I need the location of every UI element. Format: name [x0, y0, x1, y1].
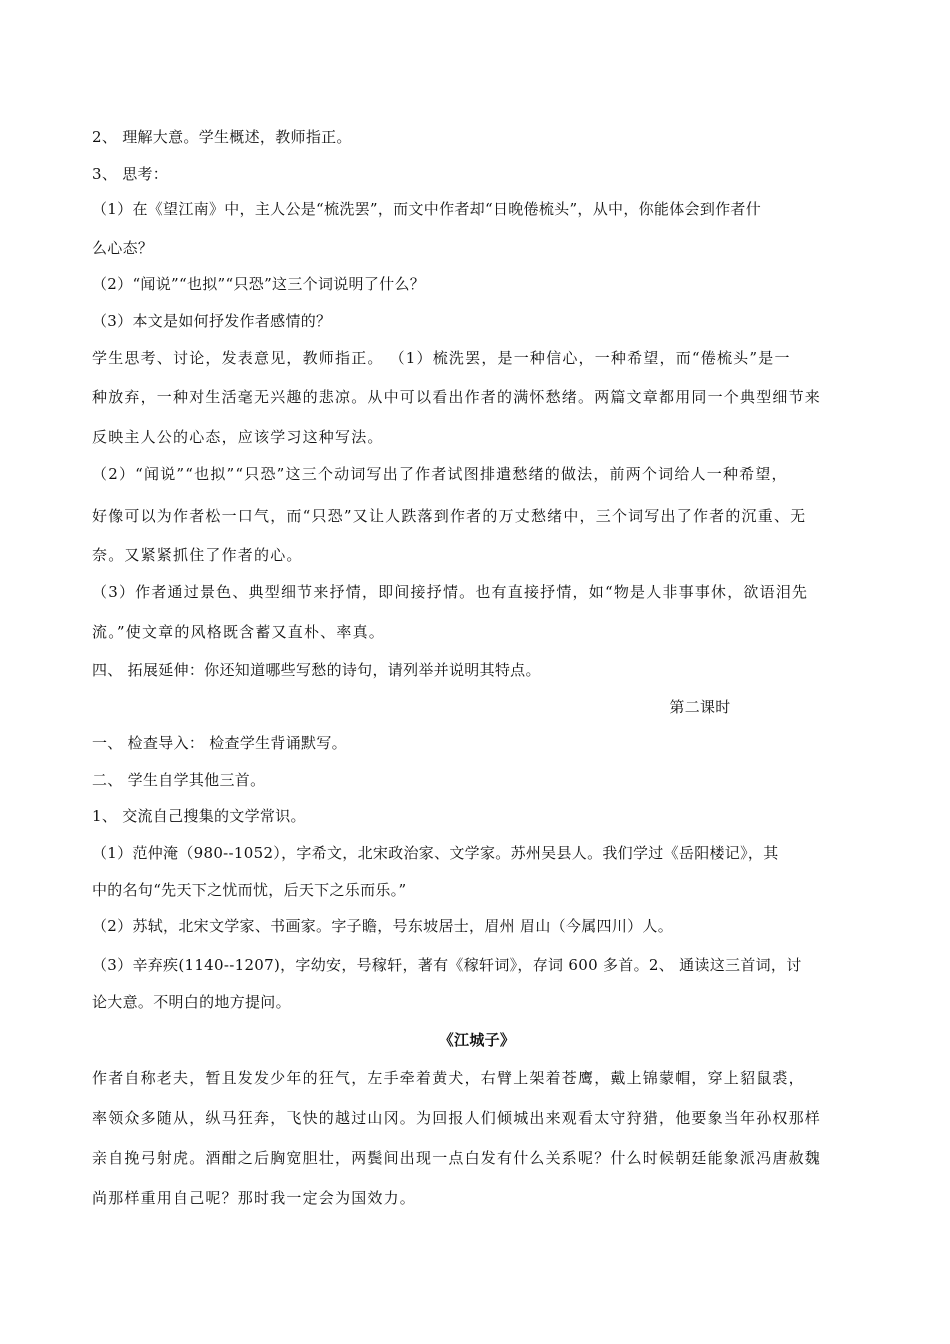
section-2-self-study: 二、 学生自学其他三首。: [92, 771, 266, 789]
section-4-extension: 四、 拓展延伸：你还知道哪些写愁的诗句，请列举并说明其特点。: [92, 661, 541, 679]
answer-2-line-1: （2）“闻说”“也拟”“只恐”这三个动词写出了作者试图排遣愁绪的做法，前两个词给人一种希望，: [92, 465, 788, 483]
jiangchengzi-translation-line-4: 尚那样重用自己呢？那时我一定会为国效力。: [92, 1189, 417, 1207]
xin-qiji-line-1: （3）辛弃疾(1140--1207)，字幼安，号稼轩，著有《稼轩词》，存词 600 多首。2、 通读这三首词，讨: [92, 956, 802, 974]
answer-2-line-2: 好像可以为作者松一口气，而“只恐”又让人跌落到作者的万丈愁绪中，三个词写出了作者的沉重、无: [92, 507, 807, 525]
answer-1-line-1: 学生思考、讨论，发表意见，教师指正。 （1）梳洗罢，是一种信心，一种希望，而“倦梳头”是一: [92, 349, 791, 367]
section-1-check-intro: 一、 检查导入： 检查学生背诵默写。: [92, 734, 347, 752]
su-shi-entry: （2）苏轼，北宋文学家、书画家。字子瞻，号东坡居士，眉州 眉山（今属四川）人。: [92, 917, 674, 935]
question-1-line-2: 么心态？: [92, 239, 154, 257]
answer-3-line-2: 流。”使文章的风格既含蓄又直朴、率真。: [92, 623, 385, 641]
xin-qiji-line-2: 论大意。不明白的地方提问。: [92, 993, 291, 1011]
item-3-think: 3、 思考：: [92, 165, 169, 183]
jiangchengzi-translation-line-2: 率领众多随从，纵马狂奔，飞快的越过山冈。为回报人们倾城出来观看太守狩猎，他要象当年孙权那样: [92, 1109, 822, 1127]
question-1-line-1: （1）在《望江南》中，主人公是“梳洗罢”，而文中作者却“日晚倦梳头”，从中，你能体会到作者什: [92, 200, 762, 218]
answer-1-line-3: 反映主人公的心态，应该学习这种写法。: [92, 428, 384, 446]
second-lesson-heading: 第二课时: [669, 698, 731, 716]
item-1-literary-knowledge: 1、 交流自己搜集的文学常识。: [92, 807, 306, 825]
answer-3-line-1: （3）作者通过景色、典型细节来抒情，即间接抒情。也有直接抒情，如“物是人非事事休，欲语泪先: [92, 583, 809, 601]
jiangchengzi-translation-line-3: 亲自挽弓射虎。酒酣之后胸宽胆壮，两鬓间出现一点白发有什么关系呢？什么时候朝廷能象派冯唐赦魏: [92, 1149, 822, 1167]
jiangchengzi-title: 《江城子》: [438, 1031, 516, 1049]
fan-zhongyan-line-2: 中的名句“先天下之忧而忧，后天下之乐而乐。”: [92, 881, 407, 899]
question-2: （2）“闻说”“也拟”“只恐”这三个词说明了什么？: [92, 275, 426, 293]
jiangchengzi-translation-line-1: 作者自称老夫，暂且发发少年的狂气，左手牵着黄犬，右臂上架着苍鹰，戴上锦蒙帽，穿上貂鼠裘，: [92, 1069, 805, 1087]
fan-zhongyan-line-1: （1）范仲淹（980--1052），字希文，北宋政治家、文学家。苏州吴县人。我们学过《岳阳楼记》，其: [92, 844, 779, 862]
answer-1-line-2: 种放弃，一种对生活毫无兴趣的悲凉。从中可以看出作者的满怀愁绪。两篇文章都用同一个典型细节来: [92, 388, 822, 406]
answer-2-line-3: 奈。又紧紧抓住了作者的心。: [92, 546, 303, 564]
question-3: （3）本文是如何抒发作者感情的？: [92, 312, 332, 330]
item-2-understand-meaning: 2、 理解大意。学生概述，教师指正。: [92, 128, 352, 146]
